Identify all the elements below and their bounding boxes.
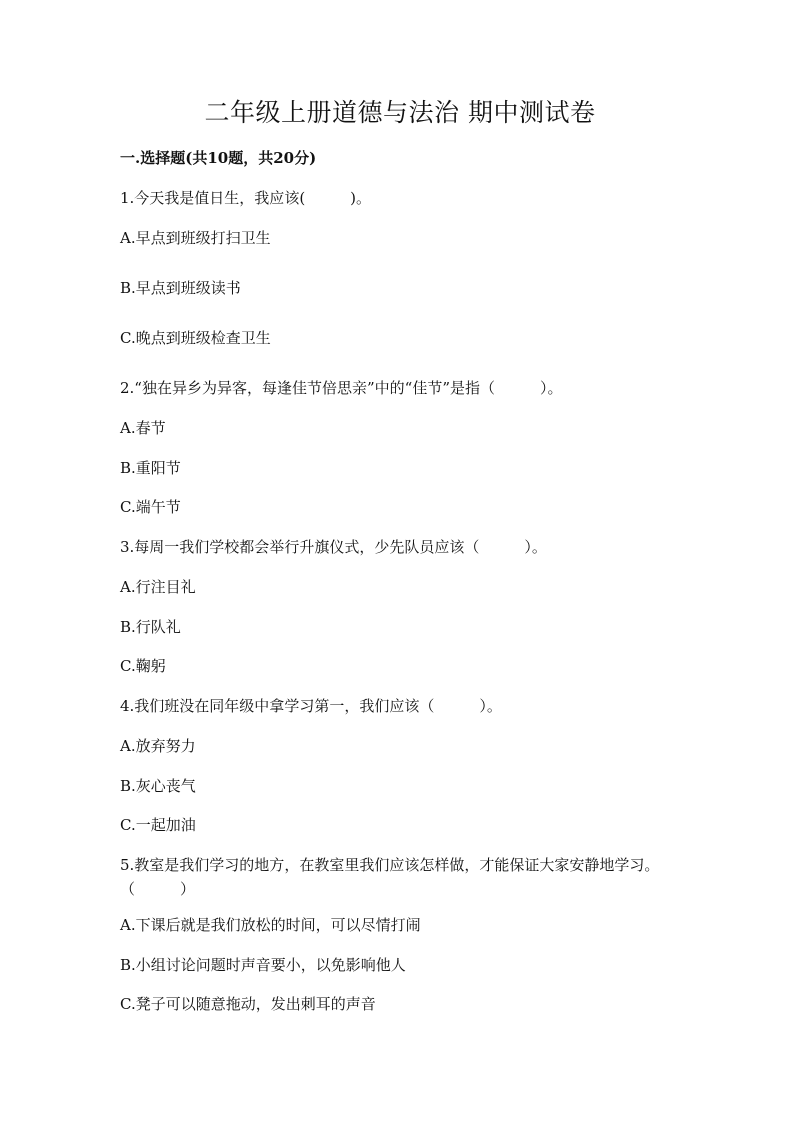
question-5-option-b: B.小组讨论问题时声音要小，以免影响他人 [120, 956, 406, 974]
question-2-option-c: C.端午节 [120, 498, 181, 516]
question-3-option-b: B.行队礼 [120, 618, 181, 636]
question-4-option-a: A.放弃努力 [120, 737, 196, 755]
question-5-option-a: A.下课后就是我们放松的时间，可以尽情打闹 [120, 916, 421, 934]
question-5-option-c: C.凳子可以随意拖动，发出刺耳的声音 [120, 995, 376, 1013]
question-1-option-a: A.早点到班级打扫卫生 [120, 229, 271, 247]
section-heading: 一.选择题(共10题，共20分) [120, 149, 317, 167]
question-3-stem: 3.每周一我们学校都会举行升旗仪式，少先队员应该（ ）。 [120, 538, 547, 556]
question-1-option-b: B.早点到班级读书 [120, 279, 241, 297]
question-3-option-c: C.鞠躬 [120, 657, 166, 675]
question-2-stem: 2.“独在异乡为异客，每逢佳节倍思亲”中的“佳节”是指（ ）。 [120, 379, 563, 397]
question-4-option-b: B.灰心丧气 [120, 777, 196, 795]
question-5-stem: 5.教室是我们学习的地方，在教室里我们应该怎样做，才能保证大家安静地学习。（ ） [120, 856, 660, 898]
question-4-option-c: C.一起加油 [120, 816, 196, 834]
page-title: 二年级上册道德与法治 期中测试卷 [204, 98, 596, 127]
question-1-option-c: C.晚点到班级检查卫生 [120, 329, 271, 347]
question-2-option-a: A.春节 [120, 419, 166, 437]
question-4-stem: 4.我们班没在同年级中拿学习第一，我们应该（ ）。 [120, 697, 502, 715]
question-3-option-a: A.行注目礼 [120, 578, 196, 596]
question-2-option-b: B.重阳节 [120, 459, 181, 477]
question-1-stem: 1.今天我是值日生，我应该( )。 [120, 189, 372, 207]
